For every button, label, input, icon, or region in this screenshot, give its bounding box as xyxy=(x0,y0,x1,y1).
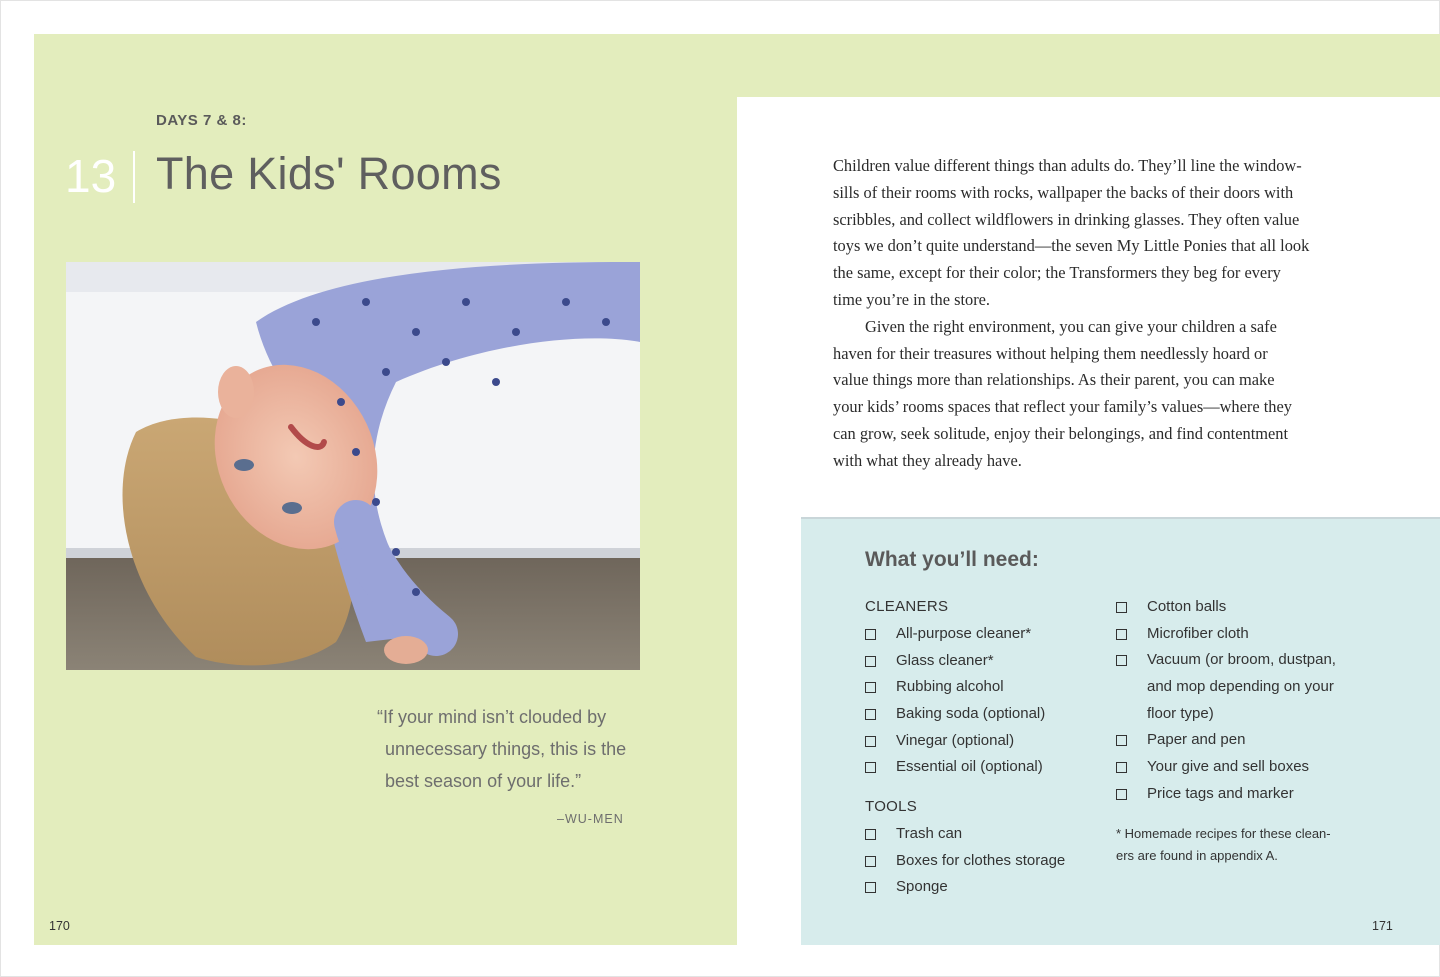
checklist-item-label: floor type) xyxy=(1147,704,1214,722)
footnote-line: ers are found in appendix A. xyxy=(1116,848,1278,863)
paragraph-line: sills of their rooms with rocks, wallpaper the backs of their doors with xyxy=(833,182,1294,202)
paragraph-line: your kids’ rooms spaces that reflect your family’s values—where they xyxy=(833,397,1292,417)
checklist-item-label: Vinegar (optional) xyxy=(896,731,1015,749)
checkbox[interactable] xyxy=(1116,735,1127,746)
checkbox[interactable] xyxy=(1116,655,1127,666)
checklist-item xyxy=(1116,727,1336,754)
chapter-number: 13 xyxy=(65,150,117,202)
checklist-item xyxy=(1116,594,1336,621)
checkbox[interactable] xyxy=(865,682,876,693)
checkbox[interactable] xyxy=(865,856,876,867)
checkbox[interactable] xyxy=(865,762,876,773)
checkbox[interactable] xyxy=(865,882,876,893)
needs-title: What you’ll need: xyxy=(865,548,1039,571)
checklist-item xyxy=(865,848,1065,875)
checklist-item-label: Price tags and marker xyxy=(1147,784,1294,802)
checklist-item-label: Essential oil (optional) xyxy=(896,758,1043,776)
footnote-line: * Homemade recipes for these clean- xyxy=(1116,826,1331,841)
cleaners-label: CLEANERS xyxy=(865,598,949,615)
quote xyxy=(377,701,647,797)
checkbox[interactable] xyxy=(865,656,876,667)
checkbox[interactable] xyxy=(865,736,876,747)
checklist-item-label: Paper and pen xyxy=(1147,731,1246,749)
cleaners-list xyxy=(865,621,1045,781)
quote-line: “If your mind isn’t clouded by xyxy=(377,707,607,727)
page-number-left: 170 xyxy=(49,919,70,933)
checklist-item xyxy=(1116,621,1336,648)
chapter-photo xyxy=(66,262,640,670)
checkbox[interactable] xyxy=(1116,789,1127,800)
checklist-item-label: Microfiber cloth xyxy=(1147,624,1249,642)
checklist-item-label: Vacuum (or broom, dustpan, xyxy=(1147,651,1336,669)
footnote xyxy=(1116,823,1356,867)
checklist-item-label: Glass cleaner* xyxy=(896,651,994,669)
panel-gap xyxy=(737,517,801,945)
paragraph-line: time you’re in the store. xyxy=(833,289,991,309)
checklist-item xyxy=(1116,647,1336,674)
checklist-item xyxy=(865,701,1045,728)
checklist-item xyxy=(865,874,1065,901)
checkbox[interactable] xyxy=(865,829,876,840)
paragraph-line: value things more than relationships. As their parent, you can make xyxy=(833,370,1275,390)
days-label: DAYS 7 & 8: xyxy=(156,112,247,129)
checklist-item-label: and mop depending on your xyxy=(1147,678,1334,696)
paragraph-line: with what they already have. xyxy=(833,450,1022,470)
quote-author: –WU-MEN xyxy=(557,812,624,826)
tools-list xyxy=(865,821,1065,901)
checkbox[interactable] xyxy=(1116,602,1127,613)
checklist-item xyxy=(1116,754,1336,781)
paragraph-line: can grow, seek solitude, enjoy their belongings, and find contentment xyxy=(833,423,1289,443)
quote-line: best season of your life.” xyxy=(385,771,582,791)
checkbox[interactable] xyxy=(1116,762,1127,773)
body-text xyxy=(833,153,1353,475)
supplies-list xyxy=(1116,594,1336,808)
checklist-item xyxy=(1116,781,1336,808)
checklist-item-label: Rubbing alcohol xyxy=(896,678,1004,696)
checklist-item-label: Sponge xyxy=(896,878,948,896)
paragraph-line: scribbles, and collect wildflowers in drinking glasses. They often value xyxy=(833,209,1300,229)
chapter-divider xyxy=(133,151,135,203)
checklist-item-label: Cotton balls xyxy=(1147,598,1227,615)
checklist-item xyxy=(865,821,1065,848)
checklist-item-label: All-purpose cleaner* xyxy=(896,625,1032,642)
checklist-item xyxy=(865,621,1045,648)
checklist-item-continued xyxy=(1116,701,1336,728)
checklist-item-label: Your give and sell boxes xyxy=(1147,758,1310,776)
checkbox[interactable] xyxy=(865,629,876,640)
checkbox[interactable] xyxy=(1116,629,1127,640)
page-number-right: 171 xyxy=(1372,919,1393,933)
checkbox[interactable] xyxy=(865,709,876,720)
photo-of-girl-hanging-upside-down-icon xyxy=(66,262,640,670)
paragraph-line: the same, except for their color; the Transformers they beg for every xyxy=(833,263,1281,283)
paragraph-line: haven for their treasures without helping them needlessly hoard or xyxy=(833,343,1268,363)
checklist-item-label: Baking soda (optional) xyxy=(896,705,1046,723)
paragraph-line: Given the right environment, you can give your children a safe xyxy=(865,316,1277,336)
checklist-item xyxy=(865,728,1045,755)
tools-label: TOOLS xyxy=(865,798,918,815)
paragraph-line: toys we don’t quite understand—the seven My Little Ponies that all look xyxy=(833,236,1310,256)
chapter-title: The Kids' Rooms xyxy=(156,148,502,199)
quote-line: unnecessary things, this is the xyxy=(385,739,627,759)
checklist-item xyxy=(865,648,1045,675)
checklist-item xyxy=(865,674,1045,701)
checklist-item-label: Trash can xyxy=(896,825,963,842)
checklist-item xyxy=(865,754,1045,781)
paragraph-line: Children value different things than adults do. They’ll line the window- xyxy=(833,156,1302,175)
checklist-item-continued xyxy=(1116,674,1336,701)
checklist-item-label: Boxes for clothes storage xyxy=(896,851,1066,869)
